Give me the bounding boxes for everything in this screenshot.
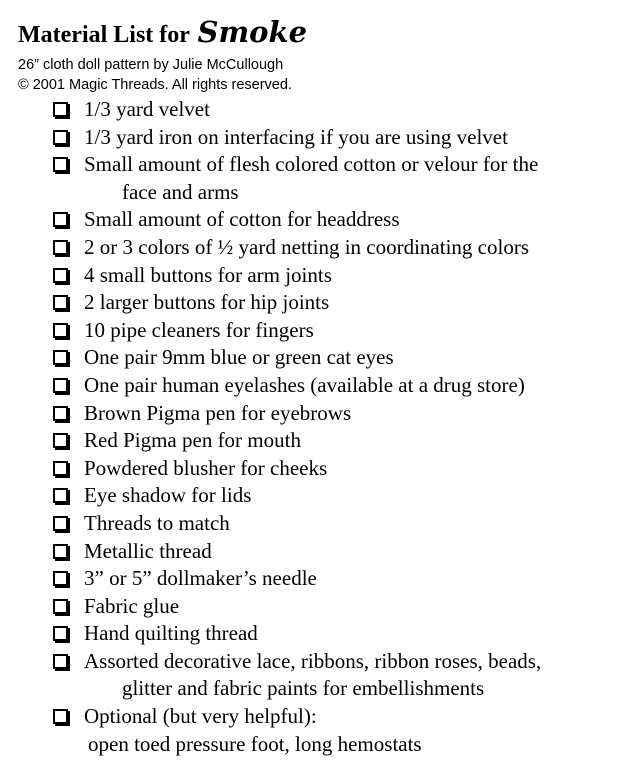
checklist-item <box>0 620 643 648</box>
item-text: Eye shadow for lids <box>84 483 252 508</box>
item-text: 10 pipe cleaners for fingers <box>84 317 314 342</box>
empty-checkbox-icon <box>53 268 68 283</box>
checklist-item <box>0 455 643 483</box>
empty-checkbox-icon <box>53 240 68 255</box>
item-text: Fabric glue <box>84 593 180 618</box>
checklist-item <box>0 538 643 566</box>
item-text: 3” or 5” dollmaker’s needle <box>84 566 317 591</box>
empty-checkbox-icon <box>53 378 68 393</box>
item-text: One pair human eyelashes (available at a drug store) <box>84 372 525 397</box>
empty-checkbox-icon <box>53 461 68 476</box>
item-text: Metallic thread <box>84 538 212 563</box>
item-text: Small amount of flesh colored cotton or velour for the <box>84 152 539 177</box>
empty-checkbox-icon <box>53 516 68 531</box>
empty-checkbox-icon <box>53 433 68 448</box>
empty-checkbox-icon <box>53 323 68 338</box>
page-title <box>18 14 307 53</box>
checklist-item <box>0 262 643 290</box>
empty-checkbox-icon <box>53 350 68 365</box>
empty-checkbox-icon <box>53 406 68 421</box>
item-text: 2 larger buttons for hip joints <box>84 290 330 315</box>
checklist-item <box>0 648 643 703</box>
checklist-item <box>0 124 643 152</box>
empty-checkbox-icon <box>53 295 68 310</box>
checklist-item <box>0 510 643 538</box>
empty-checkbox-icon <box>53 488 68 503</box>
item-text: Brown Pigma pen for eyebrows <box>84 400 352 425</box>
checklist-item <box>0 400 643 428</box>
empty-checkbox-icon <box>53 626 68 641</box>
item-text: Red Pigma pen for mouth <box>84 428 301 453</box>
checklist-item <box>0 372 643 400</box>
checklist-item <box>0 703 643 758</box>
checklist-item <box>0 206 643 234</box>
checklist-item <box>0 289 643 317</box>
pattern-subtitle: 26” cloth doll pattern by Julie McCullough <box>18 57 284 73</box>
item-text: 1/3 yard velvet <box>84 97 210 121</box>
item-text: 1/3 yard iron on interfacing if you are using velvet <box>84 124 508 149</box>
copyright-notice: © 2001 Magic Threads. All rights reserved. <box>18 77 292 93</box>
materials-checklist <box>0 96 643 758</box>
empty-checkbox-icon <box>53 709 68 724</box>
item-continuation: open toed pressure foot, long hemostats <box>88 731 422 756</box>
checklist-item <box>0 96 643 124</box>
empty-checkbox-icon <box>53 599 68 614</box>
item-text: Assorted decorative lace, ribbons, ribbon roses, beads, <box>84 648 542 673</box>
item-text: Threads to match <box>84 510 230 535</box>
title-prefix: Material List for <box>18 22 190 48</box>
empty-checkbox-icon <box>53 212 68 227</box>
checklist-item <box>0 234 643 262</box>
item-text: Optional (but very helpful): <box>84 704 317 729</box>
empty-checkbox-icon <box>53 571 68 586</box>
checklist-item <box>0 344 643 372</box>
checklist-item <box>0 317 643 345</box>
empty-checkbox-icon <box>53 130 68 145</box>
item-text: Hand quilting thread <box>84 621 258 646</box>
item-text: One pair 9mm blue or green cat eyes <box>84 345 394 370</box>
item-text: Powdered blusher for cheeks <box>84 455 328 480</box>
empty-checkbox-icon <box>53 654 68 669</box>
item-text: Small amount of cotton for headdress <box>84 207 400 232</box>
item-continuation: glitter and fabric paints for embellishments <box>122 676 485 701</box>
checklist-item <box>0 151 643 206</box>
empty-checkbox-icon <box>53 157 68 172</box>
checklist-item <box>0 593 643 621</box>
item-text: 2 or 3 colors of ½ yard netting in coordinating colors <box>84 234 529 259</box>
checklist-item <box>0 482 643 510</box>
item-text: 4 small buttons for arm joints <box>84 262 332 287</box>
checklist-item <box>0 427 643 455</box>
checklist-item <box>0 565 643 593</box>
item-continuation: face and arms <box>122 179 239 204</box>
doll-name: Smoke <box>197 15 308 49</box>
empty-checkbox-icon <box>53 544 68 559</box>
empty-checkbox-icon <box>53 102 68 117</box>
